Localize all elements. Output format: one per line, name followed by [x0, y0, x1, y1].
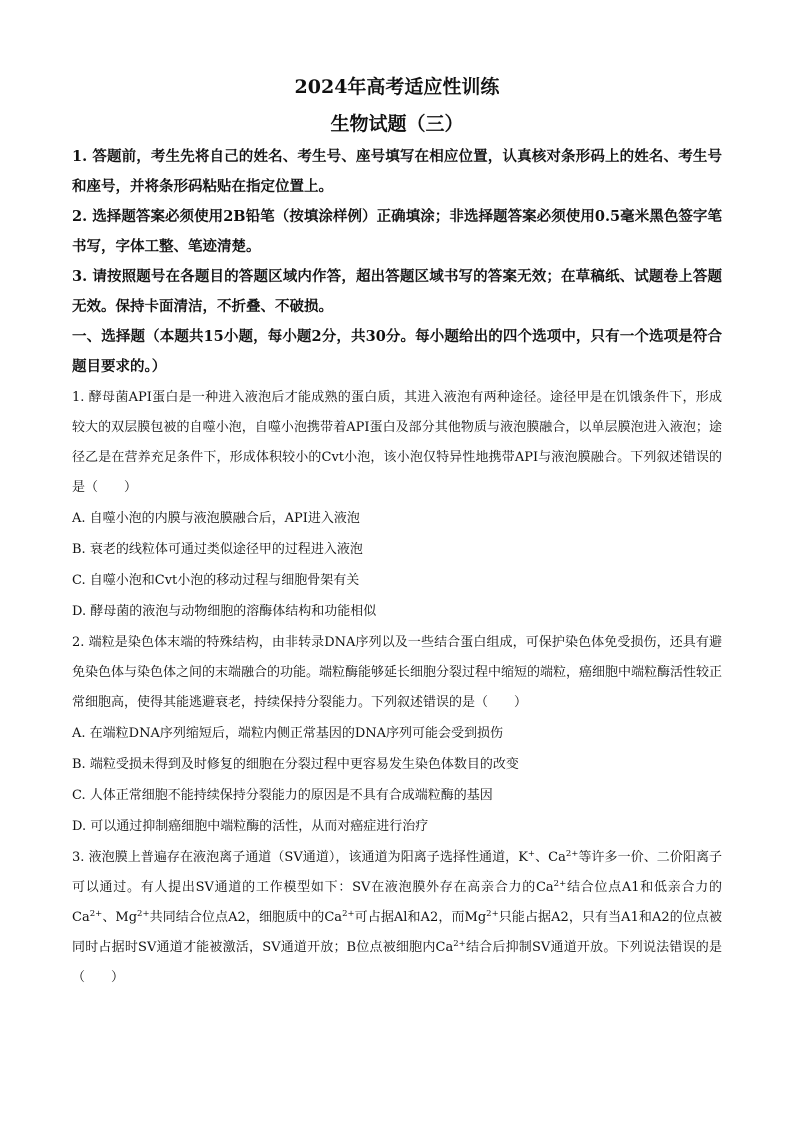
question-1-option-c: C. 自噬小泡和Cvt小泡的移动过程与细胞骨架有关 — [72, 573, 360, 588]
q3-sup-8: 2+ — [453, 939, 466, 949]
question-3 — [72, 843, 722, 993]
q3-sup-1: + — [527, 849, 536, 859]
question-1-option-d: D. 酵母菌的液泡与动物细胞的溶酶体结构和功能相似 — [72, 604, 377, 619]
instruction-2: 2. 选择题答案必须使用2B铅笔（按填涂样例）正确填涂；非选择题答案必须使用0.5毫米黑色签字笔书写，字体工整、笔迹清楚。 — [72, 208, 722, 255]
section-heading: 一、选择题（本题共15小题，每小题2分，共30分。每小题给出的四个选项中，只有一个选项是符合题目要求的。） — [72, 328, 722, 375]
q3-sup-7: 2+ — [486, 909, 499, 919]
q3-text-1: 3. 液泡膜上普遍存在液泡离子通道（SV通道），该通道为阳离子选择性通道，K — [72, 850, 528, 865]
question-2 — [72, 628, 722, 842]
q3-text-6: 共同结合位点A2，细胞质中的Ca — [149, 910, 343, 925]
question-2-option-b: B. 端粒受损未得到及时修复的细胞在分裂过程中更容易发生染色体数目的改变 — [72, 757, 519, 772]
q3-text-2: 、Ca — [535, 850, 566, 865]
exam-title: 2024年高考适应性训练 — [294, 76, 500, 98]
q3-text-9: 结合后抑制SV通道开放。下列说法错误的是（ ） — [72, 940, 722, 985]
question-2-stem: 2. 端粒是染色体末端的特殊结构，由非转录DNA序列以及一些结合蛋白组成，可保护染色体免受损伤，还具有避免染色体与染色体之间的末端融合的功能。端粒酶能够延长细胞分裂过程中缩短的端粒，癌细胞中端粒酶活性较正常细胞高，使得其能逃避衰老，持续保持分裂能力。下列叙述错误的是（ ） — [72, 635, 723, 710]
q3-text-3: 等许多一价、二价阳离子可以通过。有人提出SV通道的工作模型如下：SV在液泡膜外存在高亲合力的Ca — [72, 850, 722, 895]
q3-sup-5: 2+ — [137, 909, 150, 919]
q3-sup-2: 2+ — [565, 849, 579, 859]
q3-sup-6: 2+ — [342, 909, 355, 919]
question-1 — [72, 383, 722, 627]
instruction-3: 3. 请按照题号在各题目的答题区域内作答，超出答题区域书写的答案无效；在草稿纸、试题卷上答题无效。保持卡面清洁，不折叠、不破损。 — [72, 268, 722, 315]
question-2-option-a: A. 在端粒DNA序列缩短后，端粒内侧正常基因的DNA序列可能会受到损伤 — [72, 726, 504, 741]
q3-sup-4: 2+ — [89, 909, 103, 919]
exam-subtitle: 生物试题（三） — [330, 113, 464, 135]
question-3-stem — [72, 843, 722, 993]
q3-text-5: 、Mg — [102, 910, 138, 925]
q3-text-7: 可占据Al和A2，而Mg — [354, 910, 487, 925]
question-1-option-b: B. 衰老的线粒体可通过类似途径甲的过程进入液泡 — [72, 542, 363, 557]
q3-text-8: 只能占据A2，只有当A1和A2的位点被同时占据时SV通道才能被激活，SV通道开放；B位点被细胞内Ca — [72, 910, 722, 955]
q3-text-4: 结合位点A1和低亲合力的Ca — [72, 880, 722, 925]
question-1-stem: 1. 酵母菌API蛋白是一种进入液泡后才能成熟的蛋白质，其进入液泡有两种途径。途径甲是在饥饿条件下，形成较大的双层膜包被的自噬小泡，自噬小泡携带着API蛋白及部分其他物质与液泡膜融合，以单层膜泡进入液泡；途径乙是在营养充足条件下，形成体积较小的Cvt小泡，该小泡仅特异性地携带API与液泡膜融合。下列叙述错误的是（ ） — [72, 390, 722, 495]
instruction-1: 1. 答题前，考生先将自己的姓名、考生号、座号填写在相应位置，认真核对条形码上的姓名、考生号和座号，并将条形码粘贴在指定位置上。 — [72, 148, 722, 195]
question-2-option-d: D. 可以通过抑制癌细胞中端粒酶的活性，从而对癌症进行治疗 — [72, 819, 429, 834]
question-1-option-a: A. 自噬小泡的内膜与液泡膜融合后，API进入液泡 — [72, 511, 360, 526]
q3-sup-3: 2+ — [553, 879, 567, 889]
question-2-option-c: C. 人体正常细胞不能持续保持分裂能力的原因是不具有合成端粒酶的基因 — [72, 788, 493, 803]
